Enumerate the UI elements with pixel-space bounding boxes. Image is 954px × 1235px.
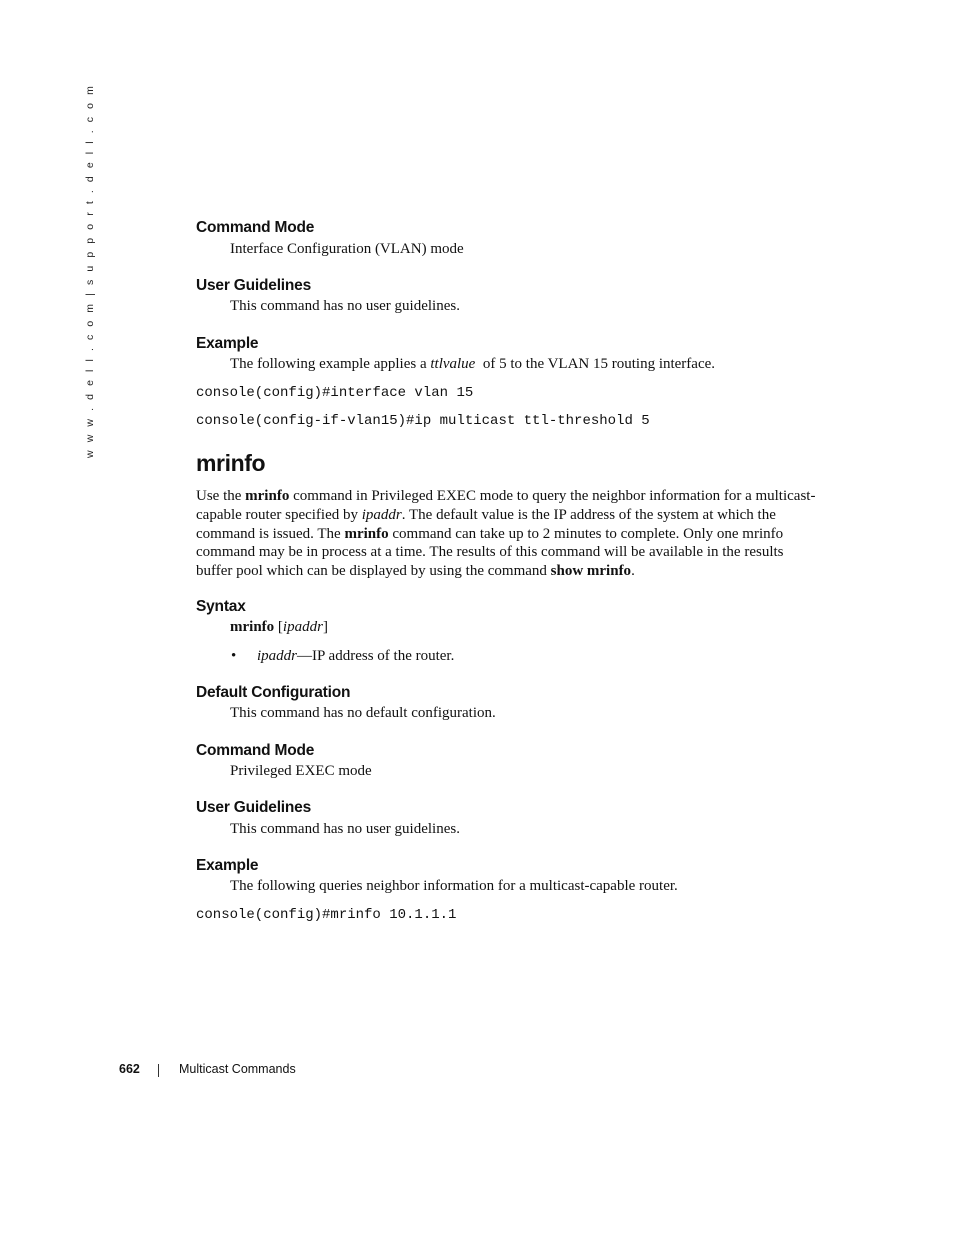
intro-t4: command can take up to 2 minutes to complete. Only one mrinfo command may be in process at a time. The results of this command will be available in the results buffer pool which can be displayed by using the command — [196, 525, 784, 580]
intro-t3: . The default value is the IP address of the system at which the command is issued. The — [196, 506, 776, 542]
intro-t1: Use the — [196, 488, 246, 504]
example-text — [230, 356, 715, 373]
command-mode-text-2: Privileged EXEC mode — [230, 763, 372, 779]
code-line-2: console(config-if-vlan15)#ip multicast ttl-threshold 5 — [196, 413, 650, 429]
example-heading-2: Example — [196, 857, 259, 874]
bullet-term: ipaddr — [257, 648, 298, 664]
intro-b3: show mrinfo — [550, 563, 632, 580]
section-title-mrinfo: mrinfo — [196, 450, 266, 476]
user-guidelines-heading: User Guidelines — [196, 277, 312, 294]
example-text-term: ttlvalue — [430, 356, 476, 372]
user-guidelines-text-2: This command has no user guidelines. — [230, 821, 460, 837]
example-code-mrinfo: console(config)#mrinfo 10.1.1.1 — [196, 907, 457, 923]
bullet-symbol: • — [231, 648, 237, 664]
syntax-line — [230, 619, 328, 636]
default-config-text: This command has no default configuration. — [230, 705, 496, 721]
command-mode-heading: Command Mode — [196, 219, 315, 236]
intro-i1: ipaddr — [361, 506, 402, 523]
page-number: 662 — [119, 1062, 140, 1076]
code-line-1: console(config)#interface vlan 15 — [196, 385, 474, 401]
footer-divider — [158, 1064, 159, 1077]
footer-section-title: Multicast Commands — [179, 1062, 296, 1076]
bullet-item-ipaddr — [257, 648, 454, 665]
syntax-close-bracket: ] — [322, 619, 328, 635]
mrinfo-intro-paragraph — [196, 487, 816, 581]
syntax-open-bracket: [ — [274, 619, 283, 635]
intro-t2: command in Privileged EXEC mode to query the neighbor information for a multicast-capable router specified by — [196, 488, 816, 523]
example-heading: Example — [196, 335, 259, 352]
intro-t5: . — [631, 563, 635, 580]
example-text-2: The following queries neighbor information for a multicast-capable router. — [230, 878, 678, 894]
example-text-after: of 5 to the VLAN 15 routing interface. — [475, 356, 716, 372]
user-guidelines-text: This command has no user guidelines. — [230, 298, 460, 314]
intro-b1: mrinfo — [245, 488, 290, 504]
command-mode-text: Interface Configuration (VLAN) mode — [230, 241, 464, 257]
default-config-heading: Default Configuration — [196, 684, 351, 701]
user-guidelines-heading-2: User Guidelines — [196, 799, 312, 816]
example-text-before: The following example applies a — [230, 356, 431, 372]
syntax-param: ipaddr — [282, 619, 323, 635]
intro-b2: mrinfo — [344, 525, 389, 542]
command-mode-heading-2: Command Mode — [196, 742, 315, 759]
side-url-text: w w w . d e l l . c o m | s u p p o r t . d e l l . c o m — [84, 83, 96, 458]
bullet-desc: —IP address of the router. — [297, 648, 455, 664]
syntax-heading: Syntax — [196, 598, 246, 615]
syntax-command: mrinfo — [230, 619, 275, 635]
